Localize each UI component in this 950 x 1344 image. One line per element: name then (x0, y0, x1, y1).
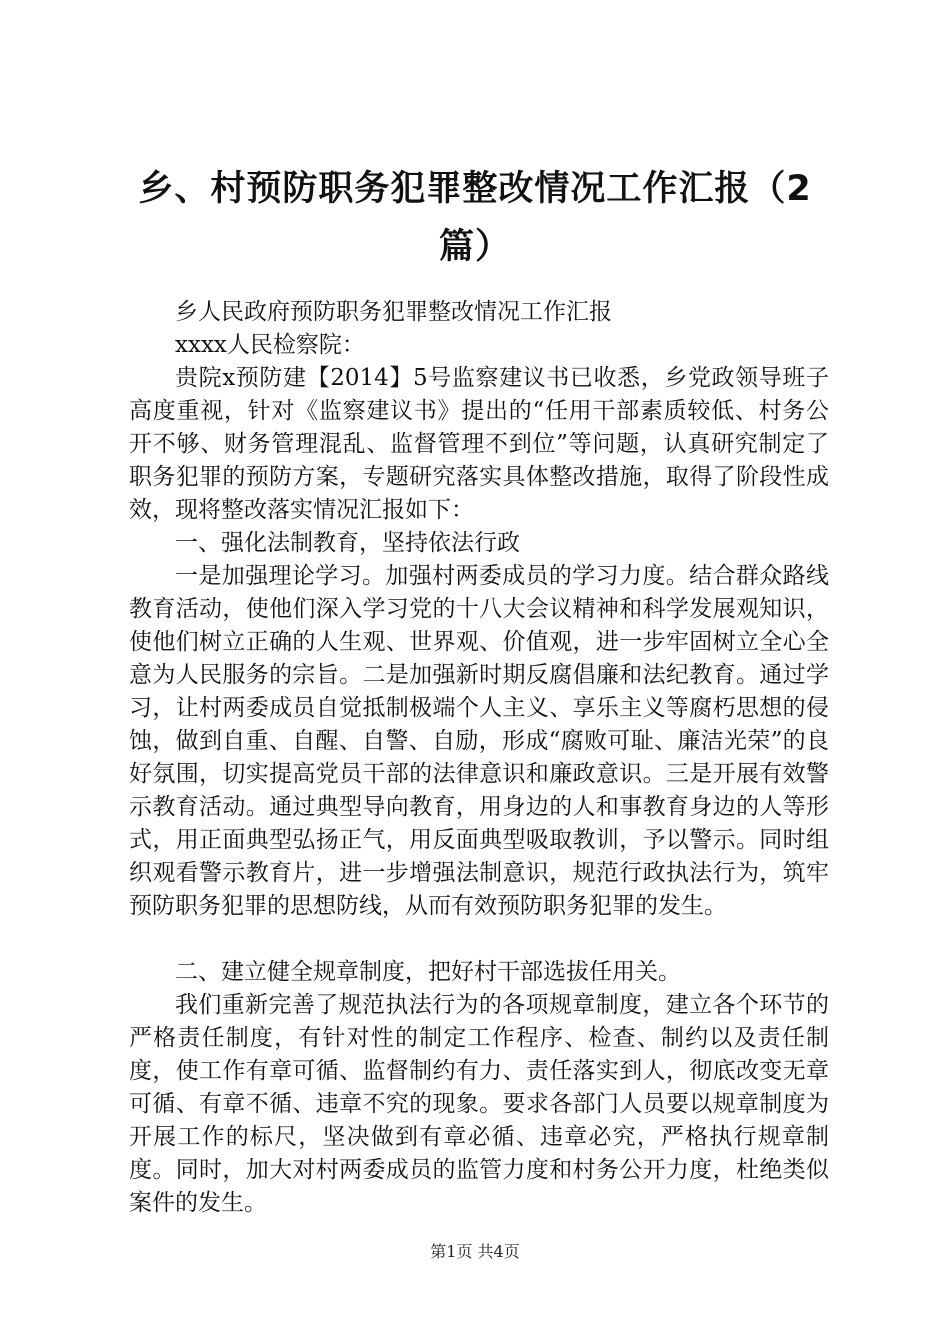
section-2-heading: 二、建立健全规章制度，把好村干部选拔任用关。 (175, 959, 681, 985)
document-title: 乡、村预防职务犯罪整改情况工作汇报（2篇） (138, 169, 812, 267)
salutation: xxxx人民检察院： (175, 332, 365, 358)
page-number: 第1页 共4页 (430, 1242, 520, 1261)
section-2-paragraph: 我们重新完善了规范执法行为的各项规章制度，建立各个环节的严格责任制度，有针对性的制定工作程序、检查、制约以及责任制度，使工作有章可循、监督制约有力、责任落实到人，彻底改变无章可循、有章不循、违章不究的现象。要求各部门人员要以规章制度为开展工作的标尺，坚决做到有章必循、违章必究，严格执行规章制度。同时，加大对村两委成员的监管力度和村务公开力度，杜绝类似案件的发生。 (129, 992, 829, 1216)
section-1-heading: 一、强化法制教育，坚持依法行政 (175, 530, 520, 556)
section-1-paragraph: 一是加强理论学习。加强村两委成员的学习力度。结合群众路线教育活动，使他们深入学习党的十八大会议精神和科学发展观知识，使他们树立正确的人生观、世界观、价值观，进一步牢固树立全心全意为人民服务的宗旨。二是加强新时期反腐倡廉和法纪教育。通过学习，让村两委成员自觉抵制极端个人主义、享乐主义等腐朽思想的侵蚀，做到自重、自醒、自警、自励，形成“腐败可耻、廉洁光荣”的良好氛围，切实提高党员干部的法律意识和廉政意识。三是开展有效警示教育活动。通过典型导向教育，用身边的人和事教育身边的人等形式，用正面典型弘扬正气，用反面典型吸取教训，予以警示。同时组织观看警示教育片，进一步增强法制意识，规范行政执法行为，筑牢预防职务犯罪的思想防线，从而有效预防职务犯罪的发生。 (129, 563, 829, 919)
intro-paragraph: 贵院x预防建【2014】5号监察建议书已收悉，乡党政领导班子高度重视，针对《监察建议书》提出的“任用干部素质较低、村务公开不够、财务管理混乱、监督管理不到位”等问题，认真研究制定了职务犯罪的预防方案，专题研究落实具体整改措施，取得了阶段性成效，现将整改落实情况汇报如下： (129, 365, 829, 523)
document-body (129, 296, 829, 1220)
report-heading: 乡人民政府预防职务犯罪整改情况工作汇报 (175, 299, 612, 325)
